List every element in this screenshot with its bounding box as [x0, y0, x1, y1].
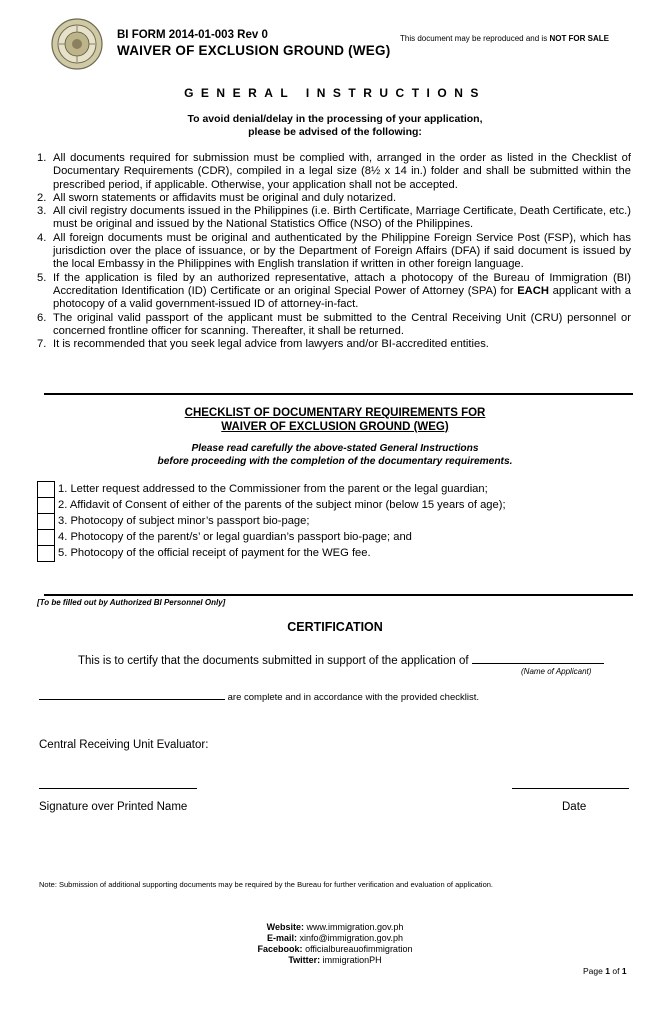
facebook-value[interactable]: officialbureauofimmigration: [305, 944, 413, 954]
reproduction-text: This document may be reproduced and is: [400, 34, 548, 43]
checklist-text: Letter request addressed to the Commissioner from the parent or the legal guardian;: [70, 483, 488, 495]
instruction-number: 4.: [37, 231, 47, 244]
twitter-label: Twitter:: [288, 955, 321, 965]
additional-documents-note: Note: Submission of additional supporting documents may be required by the Bureau for further verification and evaluation of application.: [39, 880, 494, 889]
twitter-value[interactable]: immigrationPH: [322, 955, 382, 965]
instruction-item: [37, 152, 631, 192]
checklist-number: 2.: [58, 499, 68, 511]
instruction-item: [37, 232, 631, 272]
evaluator-label: Central Receiving Unit Evaluator:: [39, 739, 209, 751]
checklist-number: 3.: [58, 515, 68, 527]
checklist-note-line-1: Please read carefully the above-stated General Instructions: [191, 443, 479, 454]
instruction-emphasis: EACH: [517, 284, 549, 297]
reproduction-notice: [400, 34, 609, 43]
contact-info: [0, 922, 670, 966]
instruction-text: All sworn statements or affidavits must be original and duly notarized.: [53, 191, 397, 204]
certification-title: CERTIFICATION: [287, 620, 383, 634]
website-line: [0, 922, 670, 933]
checklist-number: 1.: [58, 483, 68, 495]
form-code: BI FORM 2014-01-003 Rev 0: [117, 29, 268, 41]
facebook-line: [0, 944, 670, 955]
checklist-text: Photocopy of the parent/s’ or legal guardian’s passport bio-page; and: [70, 531, 412, 543]
not-for-sale-label: NOT FOR SALE: [549, 34, 609, 43]
checklist-text: Affidavit of Consent of either of the parents of the subject minor (below 15 years of age);: [69, 499, 506, 511]
advise-line-2: please be advised of the following:: [248, 125, 422, 138]
checklist-title: [0, 407, 670, 434]
checklist-item: [37, 497, 506, 513]
twitter-line: [0, 955, 670, 966]
facebook-label: Facebook:: [257, 944, 303, 954]
instruction-text: All documents required for submission must be complied with, arranged in the order as listed in the Checklist of Documentary Requirements (CDR), compiled in a legal size (8½ x 14 in.) folder and shall be submitted within the prescribed period, if applicable. Otherwise, your application shall not be accepted.: [53, 152, 631, 191]
checklist-item: [37, 513, 506, 529]
instruction-number: 3.: [37, 205, 47, 218]
instruction-text: The original valid passport of the applicant must be submitted to the Central Receiving Unit (CRU) personnel or concerned frontline officer for scanning. Thereafter, it shall be returned.: [53, 311, 631, 337]
instruction-text: All foreign documents must be original and authenticated by the Philippine Foreign Service Post (FSP), which has jurisdiction over the place of issuance, or by the Department of Foreign Affairs (DFA) if said document is issued by the local Embassy in the Philippines with English translation if written in other foreign language.: [53, 231, 631, 271]
checklist-checkbox[interactable]: [37, 513, 55, 530]
general-instructions-title: GENERAL INSTRUCTIONS: [184, 86, 486, 100]
page-prefix: Page: [583, 966, 603, 976]
instruction-number: 5.: [37, 271, 47, 284]
page-number: [583, 966, 627, 976]
instruction-text: All civil registry documents issued in the Philippines (i.e. Birth Certificate, Marriage Certificate, Death Certificate, etc.) must be original and issued by the National Statistics Office (NSO) of the Philippines.: [53, 205, 631, 231]
checklist-checkbox[interactable]: [37, 545, 55, 562]
signature-label: Signature over Printed Name: [39, 801, 188, 813]
instruction-text: applicant with a photocopy of a valid government-issued ID of attorney-in-fact.: [53, 284, 631, 311]
date-field[interactable]: [512, 788, 629, 789]
date-label: Date: [562, 801, 587, 813]
email-line: [0, 933, 670, 944]
checklist-number: 5.: [58, 547, 68, 559]
website-label: Website:: [266, 922, 304, 932]
certification-statement-continued: [39, 689, 479, 703]
signature-field[interactable]: [39, 788, 197, 789]
page-current: 1: [605, 966, 610, 976]
checklist-checkbox[interactable]: [37, 529, 55, 546]
checklist-item: [37, 481, 506, 497]
form-title: WAIVER OF EXCLUSION GROUND (WEG): [117, 43, 391, 58]
page-total: 1: [621, 966, 627, 976]
checklist-items: [37, 481, 506, 561]
certification-statement: [78, 653, 604, 667]
applicant-name-continuation-field[interactable]: [39, 689, 225, 700]
section-divider: [44, 393, 633, 395]
instruction-number: 1.: [37, 152, 47, 164]
section-divider: [44, 594, 633, 596]
page-of: of: [612, 966, 620, 976]
instruction-item: [37, 338, 631, 351]
checklist-title-line-2: WAIVER OF EXCLUSION GROUND (WEG): [221, 420, 449, 433]
checklist-checkbox[interactable]: [37, 497, 55, 514]
checklist-item: [37, 545, 506, 561]
instruction-item: [37, 272, 631, 312]
instruction-number: 7.: [37, 338, 47, 351]
email-value[interactable]: xinfo@immigration.gov.ph: [299, 933, 404, 943]
applicant-name-label: (Name of Applicant): [521, 667, 592, 676]
checklist-text: Photocopy of the official receipt of payment for the WEG fee.: [70, 547, 371, 559]
advise-line-1: To avoid denial/delay in the processing of your application,: [187, 113, 483, 125]
email-label: E-mail:: [266, 933, 297, 943]
instruction-text: It is recommended that you seek legal advice from lawyers and/or BI-accredited entities.: [53, 338, 489, 351]
checklist-number: 4.: [58, 531, 68, 543]
instruction-item: [37, 192, 631, 205]
certification-text-2: are complete and in accordance with the provided checklist.: [227, 692, 480, 703]
certification-text: This is to certify that the documents submitted in support of the application of: [78, 655, 469, 667]
instruction-item: [37, 312, 631, 339]
authorized-personnel-note: [To be filled out by Authorized BI Personnel Only]: [37, 598, 226, 607]
checklist-text: Photocopy of subject minor’s passport bio-page;: [70, 515, 310, 527]
instruction-item: [37, 205, 631, 232]
instructions-list: [37, 152, 631, 351]
instruction-text: If the application is filed by an authorized representative, attach a photocopy of the Bureau of Immigration (BI) Accreditation Identification (ID) Certificate or an original Special Power of Attorney (SPA) for: [53, 271, 631, 297]
instruction-number: 6.: [37, 311, 47, 324]
checklist-title-line-1: CHECKLIST OF DOCUMENTARY REQUIREMENTS FOR: [184, 407, 486, 419]
instruction-number: 2.: [37, 191, 47, 204]
checklist-item: [37, 529, 506, 545]
applicant-name-field[interactable]: [472, 653, 604, 664]
website-value[interactable]: www.immigration.gov.ph: [306, 922, 404, 932]
checklist-note-line-2: before proceeding with the completion of the documentary requirements.: [157, 455, 513, 467]
advise-heading: [0, 113, 670, 138]
checklist-checkbox[interactable]: [37, 481, 55, 498]
checklist-note: [0, 443, 670, 468]
bureau-of-immigration-seal-icon: [51, 18, 103, 70]
